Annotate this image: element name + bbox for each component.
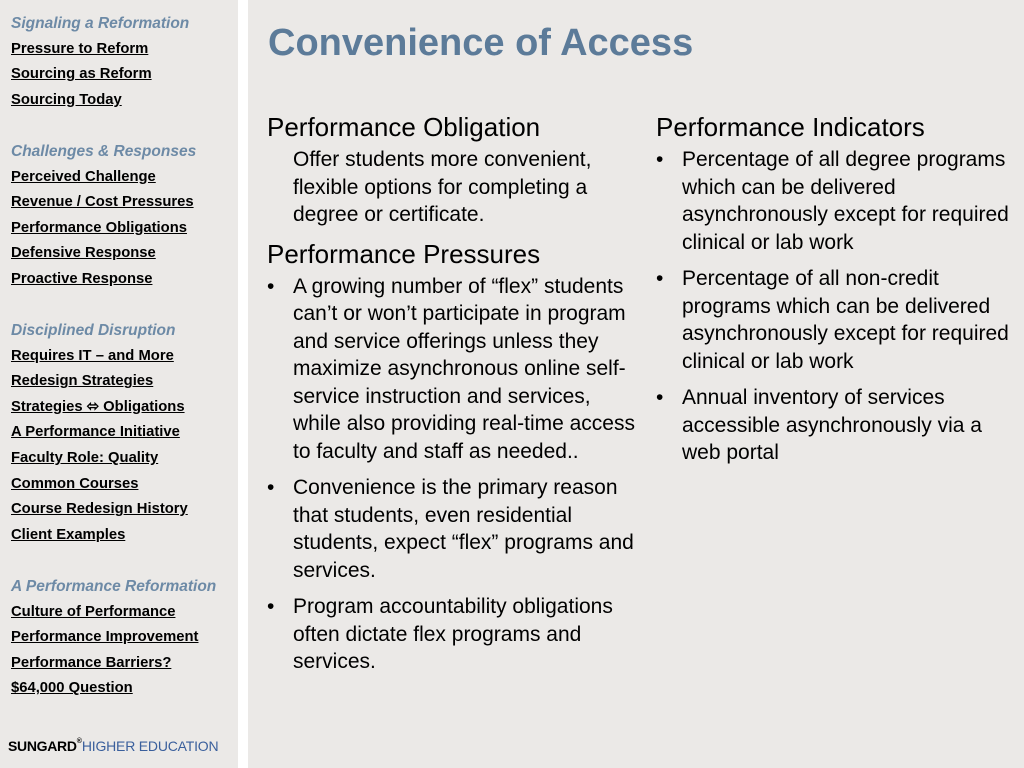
sidebar-section-heading: Signaling a Reformation bbox=[11, 15, 190, 32]
list-item-text: Program accountability obligations often dictate flex programs and services. bbox=[293, 595, 613, 673]
list-item bbox=[656, 146, 1016, 256]
sidebar-link-performance-barriers[interactable]: Performance Barriers? bbox=[11, 654, 172, 671]
sidebar-divider bbox=[238, 0, 248, 768]
sidebar-link-sourcing-as-reform[interactable]: Sourcing as Reform bbox=[11, 66, 152, 83]
sidebar-link-perceived-challenge[interactable]: Perceived Challenge bbox=[11, 168, 156, 185]
sidebar-section-signaling bbox=[11, 11, 189, 113]
obligation-text: Offer students more convenient, flexible options for completing a degree or certificate. bbox=[293, 148, 592, 226]
sidebar-link-culture-of-performance[interactable]: Culture of Performance bbox=[11, 603, 176, 620]
page-title: Convenience of Access bbox=[268, 22, 694, 64]
list-item-text: Percentage of all non-credit programs which can be delivered asynchronously except for required clinical or lab work bbox=[682, 267, 1009, 373]
sidebar-section-heading: Disciplined Disruption bbox=[11, 322, 176, 339]
bullet-icon: • bbox=[267, 595, 275, 618]
logo-brand: SUNGARD bbox=[8, 738, 77, 754]
sidebar-link-redesign-strategies[interactable]: Redesign Strategies bbox=[11, 373, 154, 390]
list-item-text: A growing number of “flex” students can’t or won’t participate in program and service offerings unless they maximize asynchronous online self-service instruction and services, while also providing real-time access to faculty and staff as needed.. bbox=[293, 274, 635, 463]
sidebar-link-strategies-obligations[interactable]: Strategies ⬄ Obligations bbox=[11, 398, 185, 415]
obligation-heading: Performance Obligation bbox=[267, 112, 541, 142]
bullet-icon: • bbox=[267, 476, 275, 499]
sidebar-section-challenges bbox=[11, 139, 196, 293]
list-item-text: Convenience is the primary reason that students, even residential students, expect “flex” programs and services. bbox=[293, 476, 634, 582]
sidebar-link-client-examples[interactable]: Client Examples bbox=[11, 526, 126, 543]
bullet-icon: • bbox=[656, 386, 664, 409]
sungard-logo bbox=[8, 738, 218, 754]
indicators-heading: Performance Indicators bbox=[656, 112, 925, 142]
sidebar-link-pressure-to-reform[interactable]: Pressure to Reform bbox=[11, 40, 149, 57]
left-column bbox=[267, 108, 637, 685]
list-item-text: Percentage of all degree programs which can be delivered asynchronously except for required clinical or lab work bbox=[682, 148, 1009, 254]
sidebar-nav bbox=[0, 0, 238, 768]
sidebar-link-revenue-cost-pressures[interactable]: Revenue / Cost Pressures bbox=[11, 194, 194, 211]
sidebar-link-performance-initiative[interactable]: A Performance Initiative bbox=[11, 424, 180, 441]
sidebar-section-heading: A Performance Reformation bbox=[11, 578, 217, 595]
sidebar-section-disruption bbox=[11, 318, 188, 548]
bullet-icon: • bbox=[267, 274, 275, 298]
sidebar-link-course-redesign-history[interactable]: Course Redesign History bbox=[11, 501, 188, 518]
sidebar-section-heading: Challenges & Responses bbox=[11, 143, 197, 160]
bullet-icon: • bbox=[656, 267, 664, 290]
sidebar-link-performance-obligations[interactable]: Performance Obligations bbox=[11, 219, 187, 236]
list-item bbox=[656, 384, 1016, 467]
sidebar-link-requires-it[interactable]: Requires IT – and More bbox=[11, 347, 174, 364]
sidebar-link-performance-improvement[interactable]: Performance Improvement bbox=[11, 629, 199, 646]
sidebar-link-faculty-role-quality[interactable]: Faculty Role: Quality bbox=[11, 449, 159, 466]
sidebar-link-proactive-response[interactable]: Proactive Response bbox=[11, 270, 153, 287]
list-item bbox=[267, 474, 637, 584]
list-item bbox=[656, 265, 1016, 375]
pressures-heading: Performance Pressures bbox=[267, 238, 541, 269]
bullet-icon: • bbox=[656, 148, 664, 171]
pressures-list bbox=[267, 273, 637, 676]
logo-rest: HIGHER EDUCATION bbox=[81, 738, 219, 754]
logo-mark: ® bbox=[76, 738, 82, 745]
sidebar-link-common-courses[interactable]: Common Courses bbox=[11, 475, 139, 492]
list-item bbox=[267, 593, 637, 676]
sidebar-link-64000-question[interactable]: $64,000 Question bbox=[11, 680, 133, 697]
list-item bbox=[267, 273, 637, 466]
list-item-text: Annual inventory of services accessible asynchronously via a web portal bbox=[682, 386, 982, 464]
right-column bbox=[656, 108, 1016, 476]
sidebar-link-sourcing-today[interactable]: Sourcing Today bbox=[11, 91, 122, 108]
sidebar-section-reformation bbox=[11, 574, 216, 702]
indicators-list bbox=[656, 146, 1016, 467]
sidebar-link-defensive-response[interactable]: Defensive Response bbox=[11, 245, 156, 262]
